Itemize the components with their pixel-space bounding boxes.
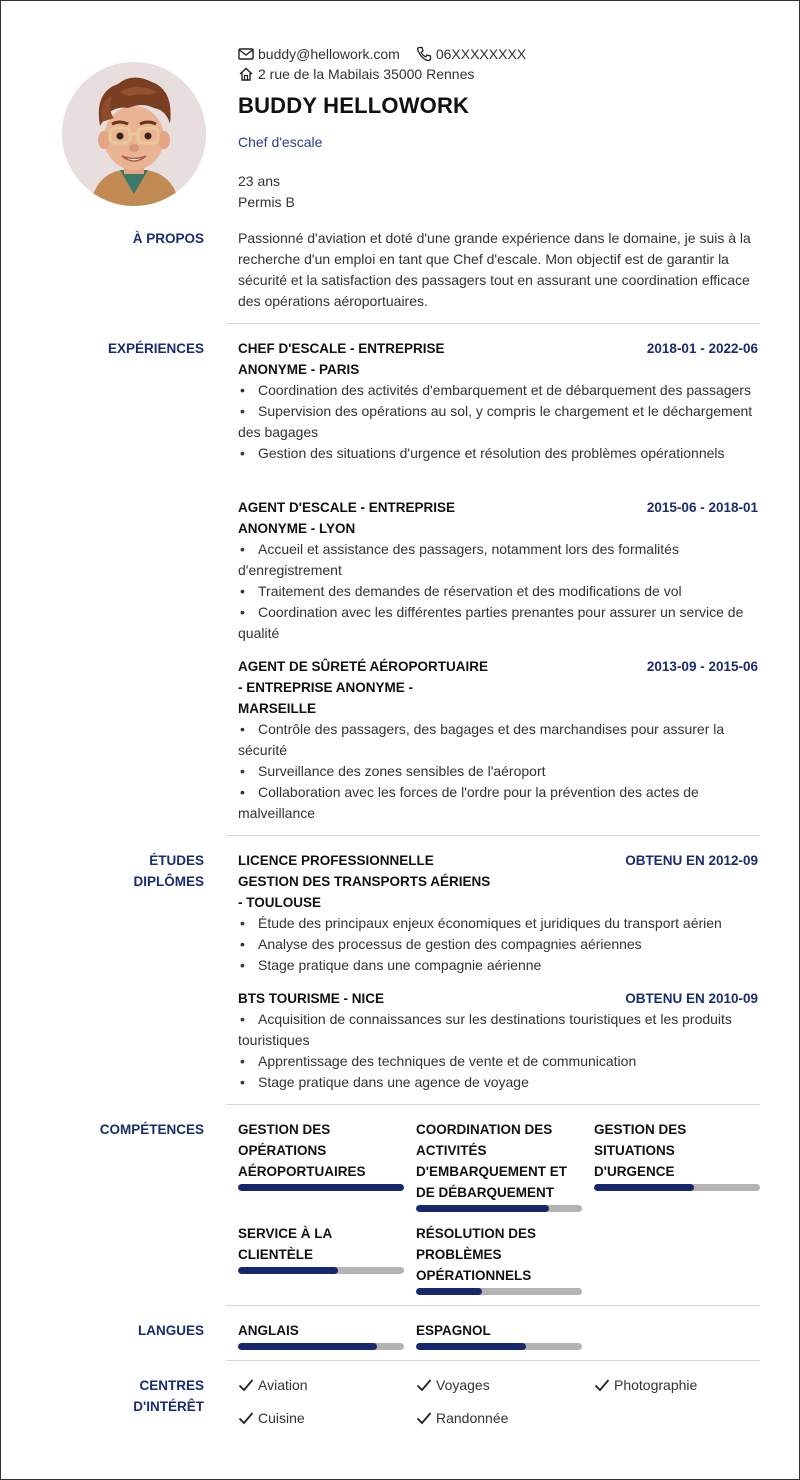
personal-info xyxy=(238,171,295,213)
candidate-name: BUDDY HELLOWORK xyxy=(238,93,470,118)
experience-title: AGENT D'ESCALE - ENTREPRISE ANONYME - LYON xyxy=(238,500,455,536)
list-item: • Coordination avec les différentes parties prenantes pour assurer un service de qualité xyxy=(238,604,744,641)
skill-item: GESTION DES SITUATIONS D'URGENCE xyxy=(594,1119,760,1191)
check-icon xyxy=(594,1377,612,1393)
education-date: OBTENU EN 2012-09 xyxy=(625,853,758,868)
language-item: ANGLAIS xyxy=(238,1320,404,1350)
experience-bullets xyxy=(238,380,760,464)
list-item: • Gestion des situations d'urgence et résolution des problèmes opérationnels xyxy=(240,445,725,461)
list-item: • Surveillance des zones sensibles de l'aéroport xyxy=(240,763,546,779)
skill-item: SERVICE À LA CLIENTÈLE xyxy=(238,1223,404,1274)
list-item: • Accueil et assistance des passagers, notamment lors des formalités d'enregistrement xyxy=(238,541,679,578)
divider xyxy=(226,1360,760,1361)
education-title: BTS TOURISME - NICE xyxy=(238,991,385,1006)
skill-level-bar xyxy=(594,1184,760,1191)
education-bullets xyxy=(238,913,760,976)
list-item: • Stage pratique dans une compagnie aérienne xyxy=(240,957,542,973)
divider xyxy=(226,835,760,836)
skill-level-bar xyxy=(238,1184,404,1191)
divider xyxy=(226,1305,760,1306)
contact-address: 2 rue de la Mabilais 35000 Rennes xyxy=(258,66,475,82)
contact-phone[interactable]: 06XXXXXXXX xyxy=(435,46,527,62)
language-item: ESPAGNOL xyxy=(416,1320,582,1350)
list-item: • Stage pratique dans une agence de voyage xyxy=(240,1074,529,1090)
divider xyxy=(226,323,760,324)
experience-bullets xyxy=(238,719,760,824)
phone-icon xyxy=(416,46,432,62)
home-icon xyxy=(238,66,254,82)
interest-item: Randonnée xyxy=(416,1408,508,1428)
contact-email[interactable]: buddy@hellowork.com xyxy=(258,46,400,62)
interest-item: Cuisine xyxy=(238,1408,305,1428)
list-item: • Contrôle des passagers, des bagages et des marchandises pour assurer la sécurité xyxy=(238,721,725,758)
check-icon xyxy=(416,1377,434,1393)
section-label-about: À PROPOS xyxy=(132,231,204,246)
list-item: • Acquisition de connaissances sur les destinations touristiques et les produits touristiques xyxy=(238,1011,732,1048)
skill-level-bar xyxy=(238,1267,404,1274)
check-icon xyxy=(238,1410,256,1426)
list-item: • Apprentissage des techniques de vente et de communication xyxy=(240,1053,637,1069)
interest-item: Aviation xyxy=(238,1375,308,1395)
check-icon xyxy=(416,1410,434,1426)
experience-dates: 2013-09 - 2015-06 xyxy=(646,659,758,674)
list-item: • Traitement des demandes de réservation et des modifications de vol xyxy=(240,583,682,599)
experience-dates: 2018-01 - 2022-06 xyxy=(646,341,758,356)
interest-item: Voyages xyxy=(416,1375,490,1395)
divider xyxy=(226,1104,760,1105)
contact-block xyxy=(238,44,526,84)
interest-item: Photographie xyxy=(594,1375,697,1395)
list-item: • Coordination des activités d'embarquement et de débarquement des passagers xyxy=(240,382,751,398)
experience-bullets xyxy=(238,539,760,644)
skill-level-bar xyxy=(416,1288,582,1295)
education-title: LICENCE PROFESSIONNELLE GESTION DES TRANSPORTS AÉRIENS - TOULOUSE xyxy=(238,853,491,910)
experience-title: CHEF D'ESCALE - ENTREPRISE ANONYME - PARIS xyxy=(238,341,445,377)
skill-item: GESTION DES OPÉRATIONS AÉROPORTUAIRES xyxy=(238,1119,404,1191)
list-item: • Analyse des processus de gestion des compagnies aériennes xyxy=(240,936,642,952)
list-item: • Supervision des opérations au sol, y compris le chargement et le déchargement des bagages xyxy=(238,403,753,440)
skill-item: RÉSOLUTION DES PROBLÈMES OPÉRATIONNELS xyxy=(416,1223,582,1295)
section-label-experiences: EXPÉRIENCES xyxy=(107,341,204,356)
experience-title: AGENT DE SÛRETÉ AÉROPORTUAIRE - ENTREPRISE ANONYME - MARSEILLE xyxy=(238,659,489,716)
experience-dates: 2015-06 - 2018-01 xyxy=(646,500,758,515)
avatar xyxy=(62,62,206,206)
driving-license: Permis B xyxy=(238,194,295,210)
language-level-bar xyxy=(238,1343,404,1350)
education-date: OBTENU EN 2010-09 xyxy=(625,991,758,1006)
check-icon xyxy=(238,1377,256,1393)
section-label-skills: COMPÉTENCES xyxy=(99,1122,204,1137)
skill-item: COORDINATION DES ACTIVITÉS D'EMBARQUEMENT ET DE DÉBARQUEMENT xyxy=(416,1119,582,1212)
education-bullets xyxy=(238,1009,760,1093)
list-item: • Étude des principaux enjeux économiques et juridiques du transport aérien xyxy=(240,915,722,931)
list-item: • Collaboration avec les forces de l'ordre pour la prévention des actes de malveillance xyxy=(238,784,699,821)
age: 23 ans xyxy=(238,173,281,189)
language-level-bar xyxy=(416,1343,582,1350)
section-label-education: ÉTUDES DIPLÔMES xyxy=(133,853,204,889)
section-label-languages: LANGUES xyxy=(137,1323,204,1338)
section-label-interests: CENTRES D'INTÉRÊT xyxy=(133,1378,204,1414)
about-text: Passionné d'aviation et doté d'une grande expérience dans le domaine, je suis à la recherche d'un emploi en tant que Chef d'escale. Mon objectif est de garantir la sécurité et la satisfaction des passagers tout en assurant une coordination efficace des opérations aéroportuaires. xyxy=(238,230,751,309)
skill-level-bar xyxy=(416,1205,582,1212)
mail-icon xyxy=(238,46,254,62)
job-title: Chef d'escale xyxy=(238,134,323,150)
